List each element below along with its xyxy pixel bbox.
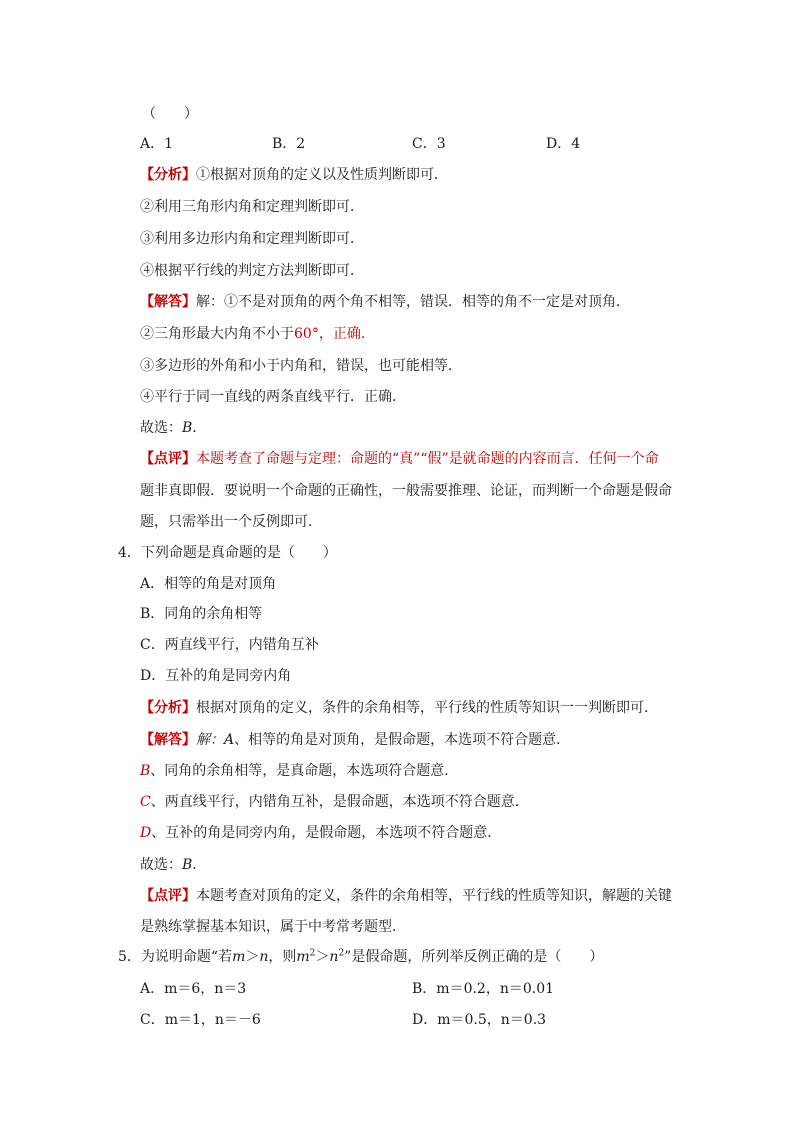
q4-answer-3: C、两直线平行，内错角互补，是假命题，本选项不符合题意． <box>140 794 529 810</box>
q3-answer-2: ②三角形最大内角不小于60°，正确. <box>140 326 366 342</box>
q3-answer-1: 【解答】解：①不是对顶角的两个角不相等，错误．相等的角不一定是对顶角． <box>140 294 630 310</box>
q4-option-d: D．互补的角是同旁内角 <box>140 668 292 684</box>
q3-answer-3: ③多边形的外角和小于内角和，错误，也可能相等． <box>140 358 462 374</box>
q3-analysis-4: ④根据平行线的判定方法判断即可． <box>140 263 364 279</box>
q3-comment-3: 题，只需举出一个反例即可． <box>140 514 322 530</box>
q5-option-d: D．m＝0.5，n＝0.3 <box>412 1012 547 1028</box>
q3-option-b: B．2 <box>272 136 306 152</box>
q3-option-d: D．4 <box>546 136 581 152</box>
q3-option-a: A．1 <box>140 136 174 152</box>
q5-option-a: A．m＝6，n＝3 <box>140 981 247 997</box>
q4-answer-1: 【解答】解：A、相等的角是对顶角，是假命题，本选项不符合题意． <box>140 732 571 748</box>
q5-option-b: B．m＝0.2，n＝0.01 <box>412 981 555 997</box>
q4-analysis: 【分析】根据对顶角的定义，条件的余角相等，平行线的性质等知识一一判断即可． <box>140 700 658 716</box>
comment-tag: 【点评】 <box>140 451 196 467</box>
q3-answer-4: ④平行于同一直线的两条直线平行．正确． <box>140 389 406 405</box>
q5-stem: 5．为说明命题“若m＞n，则$m^2>n^2$”是假命题，所列举反例正确的是（ ） <box>118 948 604 965</box>
answer-tag: 【解答】 <box>140 732 196 748</box>
q4-option-c: C．两直线平行，内错角互补 <box>140 637 319 653</box>
q3-analysis-3: ③利用多边形内角和定理判断即可． <box>140 231 364 247</box>
analysis-tag: 【分析】 <box>140 167 196 183</box>
q4-option-a: A．相等的角是对顶角 <box>140 576 277 592</box>
q4-stem: 4．下列命题是真命题的是（ ） <box>118 545 337 561</box>
q3-analysis-2: ②利用三角形内角和定理判断即可． <box>140 199 364 215</box>
q5-option-c: C．m＝1，n＝－6 <box>140 1012 261 1028</box>
q3-comment-1: 【点评】本题考查了命题与定理：命题的“真”“假”是就命题的内容而言．任何一个命 <box>140 451 659 467</box>
q3-paren: （ ） <box>142 106 198 122</box>
q4-option-b: B．同角的余角相等 <box>140 606 263 622</box>
comment-tag: 【点评】 <box>140 888 196 904</box>
q4-answer-2: B、同角的余角相等，是真命题，本选项符合题意． <box>140 763 459 779</box>
q4-choice: 故选：B． <box>140 857 207 873</box>
q3-option-c: C．3 <box>412 136 446 152</box>
q3-choice: 故选：B． <box>140 420 207 436</box>
q3-comment-2: 题非真即假．要说明一个命题的正确性，一般需要推理、论证，而判断一个命题是假命 <box>140 483 672 499</box>
analysis-tag: 【分析】 <box>140 700 196 716</box>
answer-tag: 【解答】 <box>140 294 196 310</box>
q4-comment-2: 是熟练掌握基本知识，属于中考常考题型． <box>140 919 406 935</box>
q4-answer-4: D、互补的角是同旁内角，是假命题，本选项不符合题意． <box>140 825 502 841</box>
q4-comment-1: 【点评】本题考查对顶角的定义，条件的余角相等，平行线的性质等知识，解题的关键 <box>140 888 672 904</box>
q3-analysis-1: 【分析】①根据对顶角的定义以及性质判断即可． <box>140 167 448 183</box>
